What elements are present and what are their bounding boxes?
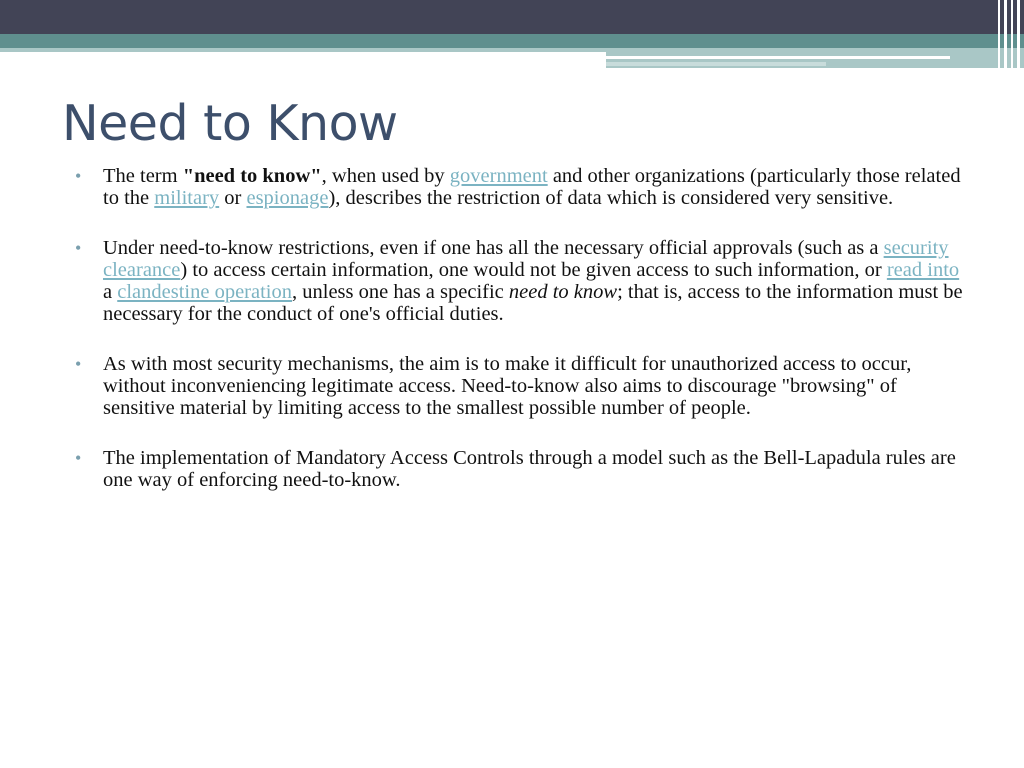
bullet-text: a	[103, 281, 118, 303]
link-clandestine-operation[interactable]: clandestine operation	[117, 281, 292, 303]
italic-term: need to know	[508, 281, 618, 303]
link-military[interactable]: military	[154, 187, 220, 209]
bullet-text: Under need-to-know restrictions, even if one has all the necessary official approvals (such as a	[103, 237, 884, 259]
link-security-clearance[interactable]: security clearance	[103, 237, 949, 281]
link-espionage[interactable]: espionage	[246, 187, 329, 209]
bold-term: "need to know"	[182, 165, 322, 187]
link-read-into[interactable]: read into	[886, 259, 960, 281]
bullet-text: As with most security mechanisms, the aim is to make it difficult for unauthorized access to occur, without inconveniencing legitimate access. Need-to-know also aims to discourage "browsing" of sensitive material by limiting access to the smallest possible number of people.	[103, 353, 912, 419]
bullet-text: , when used by	[321, 165, 450, 187]
bullet-item	[75, 237, 970, 325]
slide-title: Need to Know	[62, 95, 398, 152]
bullet-text: The term	[103, 165, 183, 187]
link-government[interactable]: government	[449, 165, 548, 187]
bullet-text: or	[219, 187, 247, 209]
bullet-item	[75, 447, 970, 491]
bullet-text: , unless one has a specific	[292, 281, 509, 303]
bullet-text: ) to access certain information, one would not be given access to such information, or	[180, 259, 887, 281]
bullet-item	[75, 165, 970, 209]
bullet-text: and other organizations (particularly those related to the	[103, 165, 961, 209]
header-dark-band	[0, 0, 1024, 34]
bullet-text: The implementation of Mandatory Access Controls through a model such as the Bell-Lapadula rules are one way of enforcing need-to-know.	[103, 447, 956, 491]
header-pale-strip	[0, 48, 606, 52]
header-white-line	[606, 56, 950, 59]
bullet-item	[75, 353, 970, 419]
header-vertical-bars	[994, 0, 1024, 70]
header-light-strip	[606, 62, 826, 66]
bullet-text: ; that is, access to the information must be necessary for the conduct of one's official duties.	[103, 281, 963, 325]
bullet-text: ), describes the restriction of data which is considered very sensitive.	[328, 187, 894, 209]
bullet-list	[75, 165, 970, 519]
header-teal-band	[0, 34, 1024, 48]
